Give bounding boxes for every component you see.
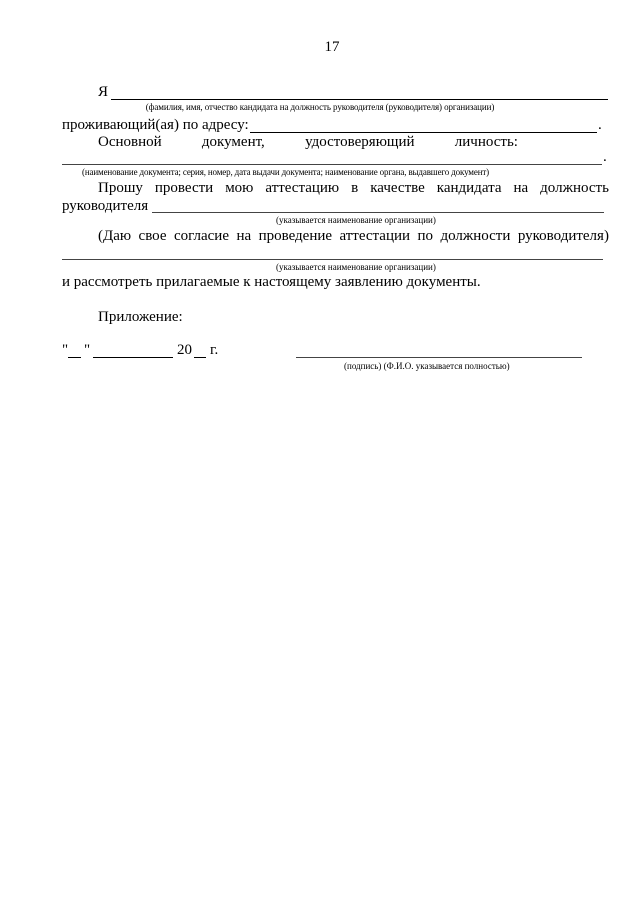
organization-line-1 xyxy=(152,212,604,213)
organization-line-2 xyxy=(62,259,603,260)
request-word-5: в xyxy=(351,180,359,196)
request-word-3: мою xyxy=(225,180,254,196)
attachment-label: Приложение: xyxy=(98,309,183,325)
identity-document-caption: (наименование документа; серия, номер, дата выдачи документа; наименование органа, выдавшего документ) xyxy=(82,167,489,177)
organization-caption-2: (указывается наименование организации) xyxy=(276,262,436,272)
date-month-line xyxy=(93,357,173,358)
organization-caption-1: (указывается наименование организации) xyxy=(276,215,436,225)
identity-word-1: Основной xyxy=(98,134,162,150)
page-number: 17 xyxy=(324,39,340,55)
consent-row xyxy=(98,228,609,245)
applicant-name-line xyxy=(111,99,608,100)
signature-caption: (подпись) (Ф.И.О. указывается полностью) xyxy=(344,361,510,371)
consent-word-1: (Даю xyxy=(98,228,132,244)
consent-word-7: по xyxy=(417,228,433,244)
date-open-quote: " xyxy=(62,342,69,358)
consent-word-5: проведение xyxy=(258,228,333,244)
consent-word-4: на xyxy=(236,228,252,244)
consent-word-6: аттестации xyxy=(339,228,411,244)
identity-word-2: документ, xyxy=(201,134,265,150)
request-word-1: Прошу xyxy=(98,180,143,196)
consent-word-9: руководителя) xyxy=(517,228,609,244)
request-word-7: кандидата xyxy=(436,180,502,196)
manager-label: руководителя xyxy=(62,198,149,214)
identity-document-line xyxy=(62,164,602,165)
identity-word-4: личность: xyxy=(454,134,518,150)
date-year-line xyxy=(194,357,206,358)
consent-word-2: свое xyxy=(138,228,167,244)
consent-word-3: согласие xyxy=(173,228,229,244)
date-year-suffix: г. xyxy=(210,342,219,358)
date-day-line xyxy=(68,357,81,358)
applicant-name-caption: (фамилия, имя, отчество кандидата на должность руководителя (руководителя) организации) xyxy=(145,102,495,112)
request-word-6: качестве xyxy=(370,180,425,196)
signature-line xyxy=(296,357,582,358)
identity-document-period: . xyxy=(603,149,607,165)
address-label: проживающий(ая) по адресу: xyxy=(62,117,249,133)
request-word-8: на xyxy=(513,180,529,196)
request-word-9: должность xyxy=(540,180,609,196)
identity-document-label-row xyxy=(98,134,518,151)
date-year-prefix: 20 xyxy=(177,342,192,358)
request-word-4: аттестацию xyxy=(265,180,340,196)
request-row xyxy=(98,180,609,197)
identity-word-3: удостоверяющий xyxy=(305,134,415,150)
date-close-quote: " xyxy=(84,342,91,358)
address-line xyxy=(250,132,597,133)
documents-sentence: и рассмотреть прилагаемые к настоящему заявлению документы. xyxy=(62,274,481,290)
request-word-2: провести xyxy=(154,180,214,196)
address-period: . xyxy=(598,117,602,133)
applicant-prefix: Я xyxy=(98,84,109,100)
consent-word-8: должности xyxy=(440,228,511,244)
